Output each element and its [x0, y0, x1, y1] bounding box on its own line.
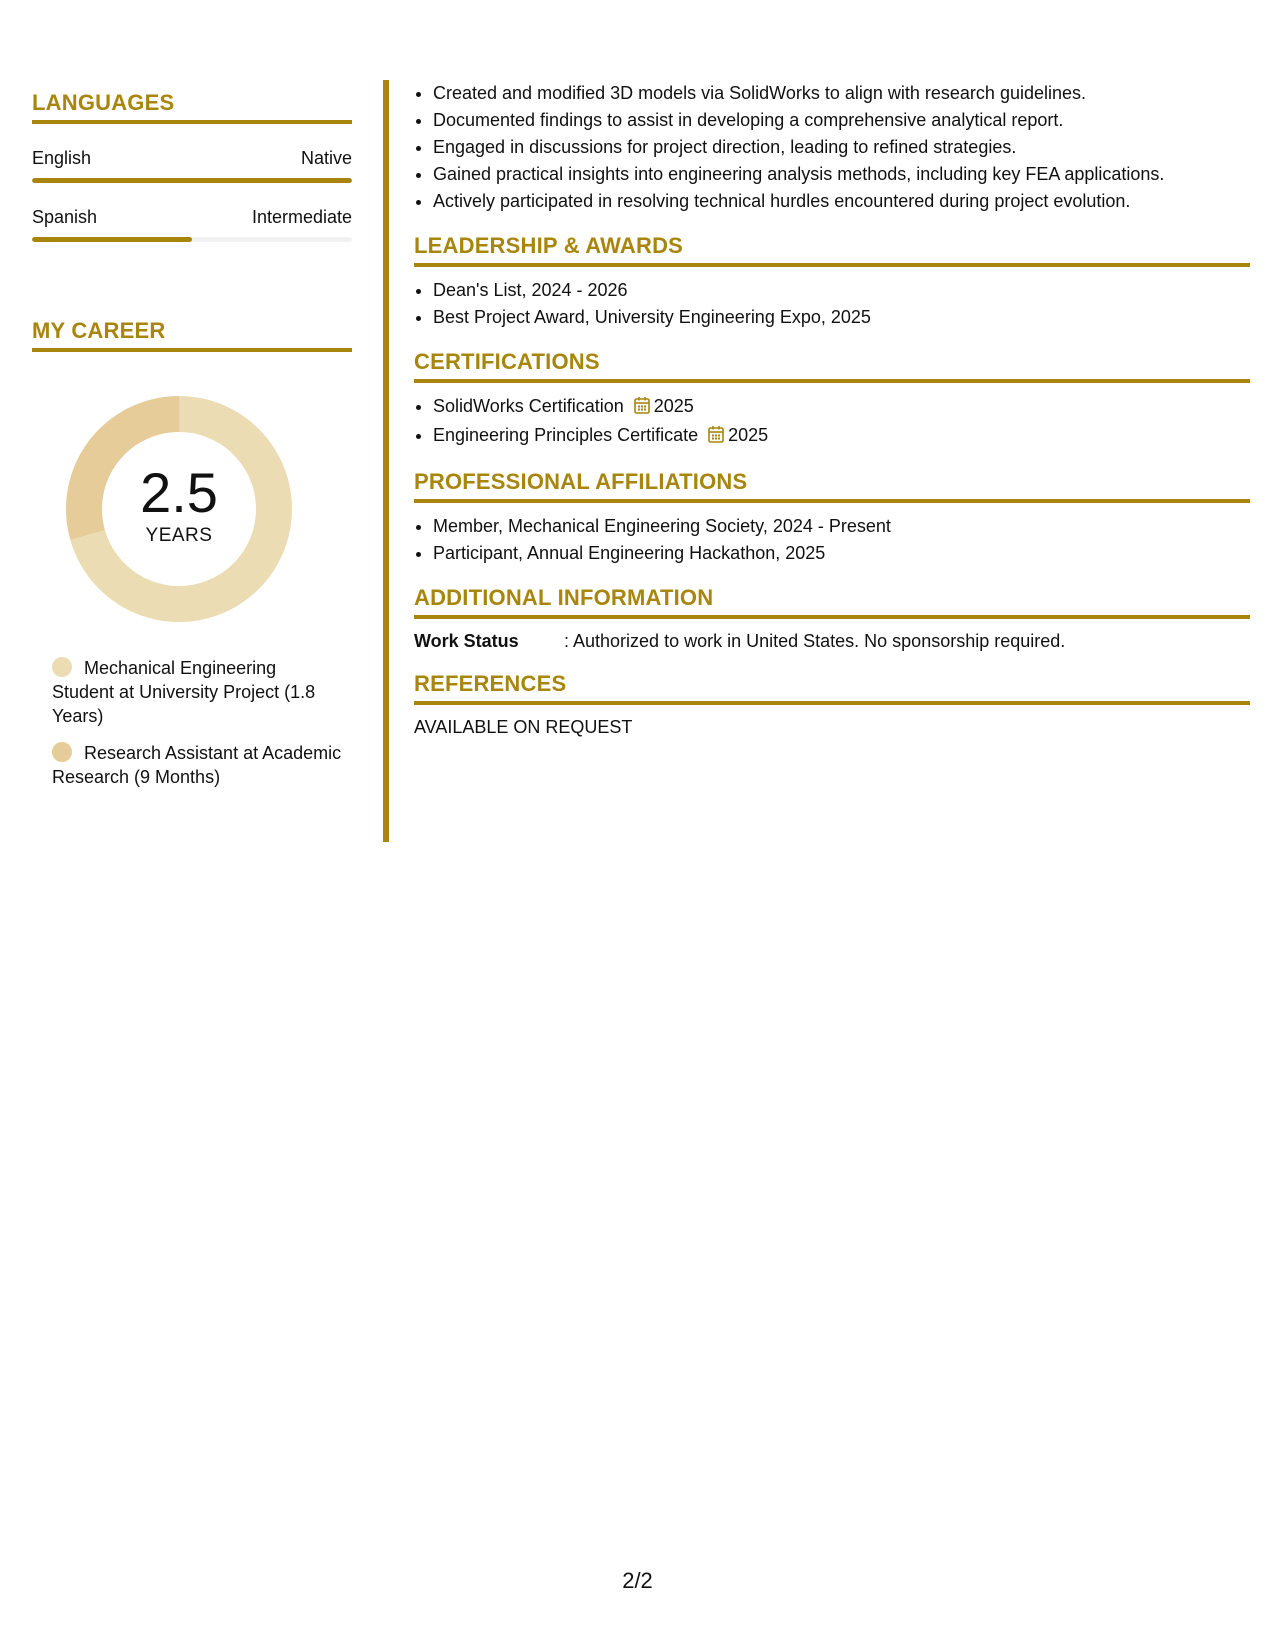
career-total-unit: YEARS	[145, 525, 213, 546]
language-level: Intermediate	[251, 207, 352, 227]
language-item	[32, 205, 352, 242]
certification-year: 2025	[728, 425, 769, 445]
leadership-title: LEADERSHIP & AWARDS	[414, 233, 1250, 267]
affiliations-list	[414, 513, 1250, 567]
language-proficiency-bar	[32, 237, 352, 242]
affiliation-item: • Participant, Annual Engineering Hackathon, 2025	[433, 540, 1250, 567]
references-title: REFERENCES	[414, 671, 1250, 705]
affiliation-item: • Member, Mechanical Engineering Society, 2024 - Present	[433, 513, 1250, 540]
languages-title: LANGUAGES	[32, 90, 352, 124]
certification-name: SolidWorks Certification	[433, 396, 624, 416]
additional-info-section	[414, 585, 1250, 653]
calendar-icon	[634, 395, 650, 422]
legend-label: Research Assistant at Academic Research (9 Months)	[52, 743, 342, 787]
language-level: Native	[300, 148, 352, 168]
career-legend-item	[52, 656, 342, 728]
career-section	[32, 318, 352, 789]
right-column	[414, 80, 1250, 739]
work-status-row	[414, 629, 1250, 653]
references-section	[414, 671, 1250, 739]
experience-bullet: • Documented findings to assist in developing a comprehensive analytical report.	[433, 107, 1250, 134]
additional-info-title: ADDITIONAL INFORMATION	[414, 585, 1250, 619]
career-donut-chart	[66, 396, 292, 622]
leadership-section	[414, 233, 1250, 331]
donut-center	[66, 396, 292, 622]
column-divider	[383, 80, 389, 842]
certifications-list	[414, 393, 1250, 451]
career-title: MY CAREER	[32, 318, 352, 352]
legend-dot	[52, 742, 72, 762]
affiliations-title: PROFESSIONAL AFFILIATIONS	[414, 469, 1250, 503]
certification-item	[433, 393, 1250, 422]
legend-dot	[52, 657, 72, 677]
left-column	[32, 90, 352, 802]
leadership-item: • Dean's List, 2024 - 2026	[433, 277, 1250, 304]
language-proficiency-bar	[32, 178, 352, 183]
references-text: AVAILABLE ON REQUEST	[414, 717, 633, 737]
languages-section	[32, 90, 352, 242]
experience-bullet: • Engaged in discussions for project direction, leading to refined strategies.	[433, 134, 1250, 161]
affiliations-section	[414, 469, 1250, 567]
career-total-value: 2.5	[140, 461, 218, 524]
work-status-value: : Authorized to work in United States. No sponsorship required.	[564, 631, 1066, 651]
language-proficiency-fill	[32, 178, 352, 183]
calendar-icon	[708, 424, 724, 451]
experience-bullet: • Created and modified 3D models via SolidWorks to align with research guidelines.	[433, 80, 1250, 107]
experience-bullet: • Actively participated in resolving technical hurdles encountered during project evolution.	[433, 188, 1250, 215]
languages-list	[32, 146, 352, 242]
language-name: Spanish	[32, 207, 98, 227]
language-proficiency-fill	[32, 237, 192, 242]
language-item	[32, 146, 352, 183]
experience-bullet: • Gained practical insights into engineering analysis methods, including key FEA applications.	[433, 161, 1250, 188]
page-number: 2/2	[622, 1568, 653, 1593]
certifications-section	[414, 349, 1250, 451]
certification-name: Engineering Principles Certificate	[433, 425, 699, 445]
certification-item	[433, 422, 1250, 451]
career-legend-item	[52, 741, 342, 789]
experience-bullets	[414, 80, 1250, 215]
legend-label: Mechanical Engineering Student at University Project (1.8 Years)	[52, 658, 316, 726]
leadership-item: • Best Project Award, University Engineering Expo, 2025	[433, 304, 1250, 331]
work-status-label: Work Status	[414, 631, 519, 651]
certification-year: 2025	[653, 396, 694, 416]
language-name: English	[32, 148, 92, 168]
career-legend	[52, 656, 342, 789]
leadership-list	[414, 277, 1250, 331]
certifications-title: CERTIFICATIONS	[414, 349, 1250, 383]
